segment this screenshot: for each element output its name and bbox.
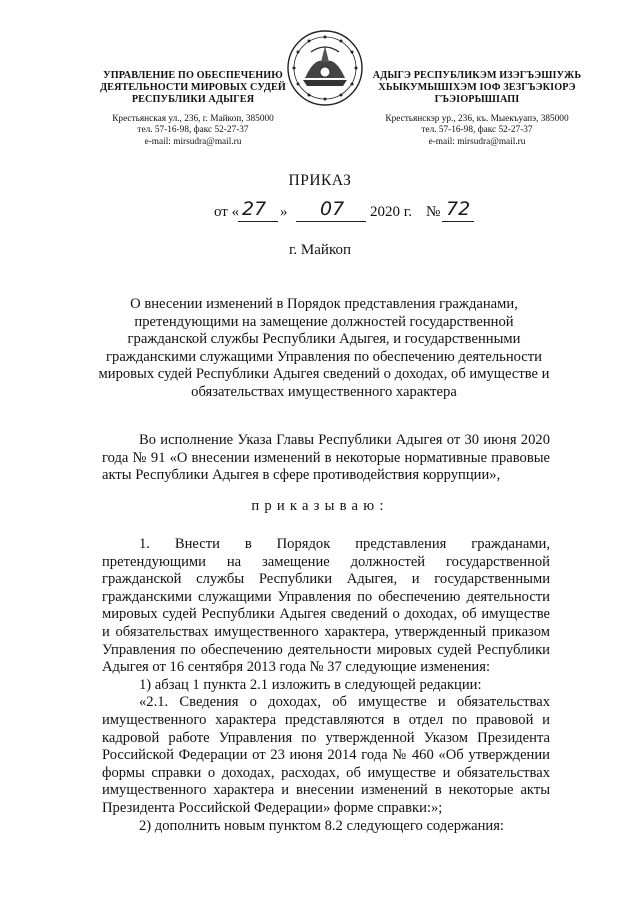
right-address bbox=[372, 114, 582, 148]
date-year: 2020 г. bbox=[370, 204, 412, 220]
header-left bbox=[88, 70, 298, 148]
paragraph-1: 1. Внести в Порядок представления гражданами, претендующими на замещение должностей государственной гражданской службы Республики Адыгея, и государственными гражданскими служащими Управления по обеспечению деятельности мировых судей Республики Адыгея сведений о доходах, об имуществе и обязательствах имущественного характера, утвержденный приказом Управления по обеспечению деятельности мировых судей Республики Адыгея от 16 сентября 2013 года № 37 следующие изменения: bbox=[102, 536, 550, 676]
left-org-line: УПРАВЛЕНИЕ ПО ОБЕСПЕЧЕНИЮ bbox=[103, 70, 283, 81]
left-address bbox=[88, 114, 298, 148]
left-phone-line: тел. 57-16-98, факс 52-27-37 bbox=[137, 125, 249, 136]
order-body bbox=[102, 536, 550, 835]
date-mid: » bbox=[280, 204, 288, 220]
date-day: 27 bbox=[242, 198, 267, 220]
right-org-line: АДЫГЭ РЕСПУБЛИКЭМ ИЗЭГЪЭШIУЖЬ bbox=[372, 70, 582, 81]
left-org-name bbox=[88, 70, 298, 106]
order-number-label: № bbox=[426, 204, 441, 220]
order-word: приказываю: bbox=[251, 498, 389, 514]
number-underline bbox=[442, 221, 474, 222]
header-right bbox=[372, 70, 582, 148]
date-line bbox=[200, 200, 500, 226]
date-month: 07 bbox=[320, 198, 345, 220]
document-title: ПРИКАЗ bbox=[288, 172, 352, 189]
paragraph-3: «2.1. Сведения о доходах, об имуществе и обязательствах имущественного характера представляются в отдел по правовой и кадровой работе Управления по утвержденной Указом Президента Российской Федерации от 23 июня 2014 года № 460 «Об утверждении формы справки о доходах, расходах, об имуществе и обязательствах имущественного характера и внесении изменений в некоторые акты Президента Российской Федерации» форме справки:»; bbox=[102, 694, 550, 816]
left-email-line: e-mail: mirsudra@mail.ru bbox=[144, 136, 242, 147]
left-org-line: РЕСПУБЛИКИ АДЫГЕЯ bbox=[131, 94, 255, 105]
right-email-line: e-mail: mirsudra@mail.ru bbox=[428, 136, 526, 147]
right-org-line: ГЪЭIОРЫШIАПI bbox=[434, 94, 520, 105]
preamble bbox=[102, 432, 550, 485]
right-address-line: Крестьянскэр ур., 236, къ. Мыекъуапэ, 385000 bbox=[385, 114, 569, 124]
order-number: 72 bbox=[446, 198, 471, 220]
date-prefix: от « bbox=[214, 204, 240, 220]
paragraph-4: 2) дополнить новым пунктом 8.2 следующего содержания: bbox=[139, 817, 504, 834]
left-org-line: ДЕЯТЕЛЬНОСТИ МИРОВЫХ СУДЕЙ bbox=[100, 82, 286, 93]
right-phone-line: тел. 57-16-98, факс 52-27-37 bbox=[421, 125, 533, 136]
day-underline bbox=[238, 221, 278, 222]
city: г. Майкоп bbox=[288, 242, 352, 258]
paragraph-2: 1) абзац 1 пункта 2.1 изложить в следующей редакции: bbox=[139, 676, 482, 693]
order-subject: О внесении изменений в Порядок представления гражданами, претендующими на замещение должностей государственной гражданской службы Республики Адыгея, и государственными гражданскими служащими Управления по обеспечению деятельности мировых судей Республики Адыгея сведений о доходах, об имуществе и обязательствах имущественного характера bbox=[98, 296, 550, 400]
coat-of-arms-emblem bbox=[285, 28, 365, 108]
right-org-name bbox=[372, 70, 582, 106]
month-underline bbox=[296, 221, 366, 222]
preamble-text: Во исполнение Указа Главы Республики Адыгея от 30 июня 2020 года № 91 «О внесении изменений в некоторые нормативные правовые акты Республики Адыгея в сфере противодействия коррупции», bbox=[102, 432, 550, 484]
left-address-line: Крестьянская ул., 236, г. Майкоп, 385000 bbox=[112, 114, 274, 124]
right-org-line: ХЬЫКУМЫШIХЭМ IОФ ЗЕЗГЪЭКIОРЭ bbox=[378, 82, 576, 93]
